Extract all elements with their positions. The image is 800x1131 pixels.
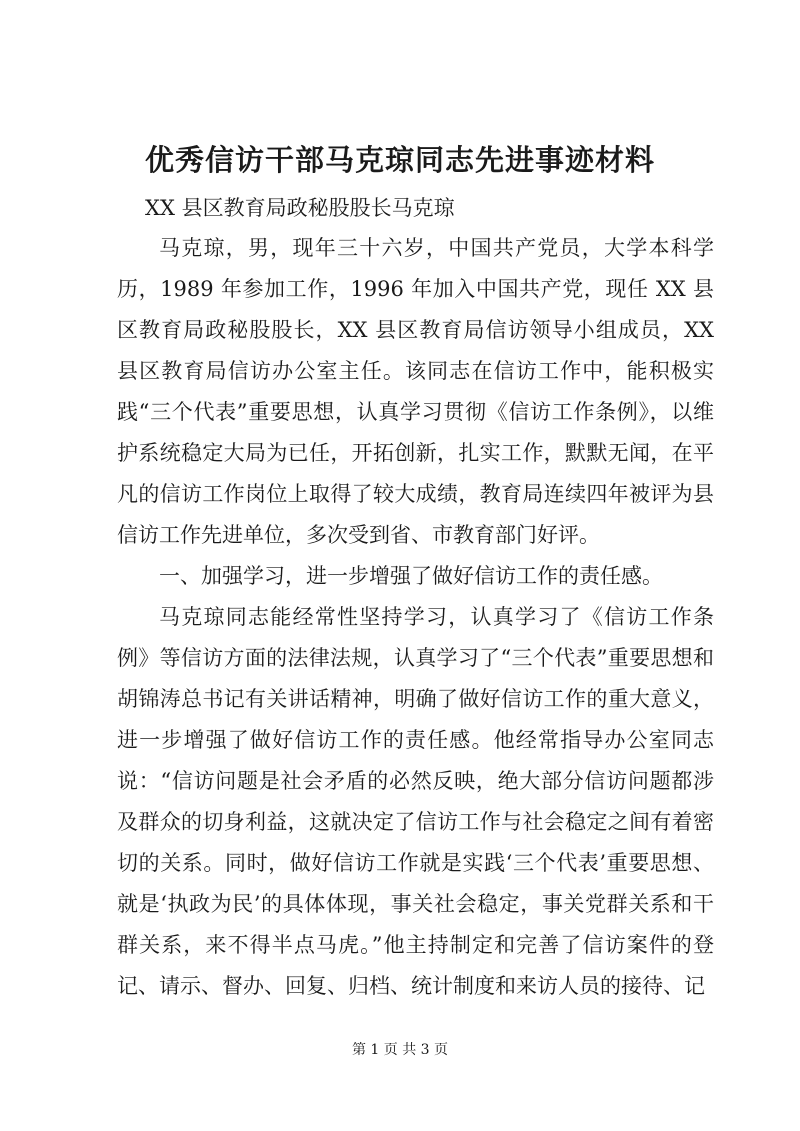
author-line: XX 县区教育局政秘股股长马克琼 bbox=[145, 196, 455, 220]
paragraph-intro: 马克琼，男，现年三十六岁，中国共产党员，大学本科学历，1989 年参加工作，1996 年加入中国共产党，现任 XX 县区教育局政秘股股长，XX 县区教育局信访领导小组成员，XX 县区教育局信访办公室主任。该同志在信访工作中，能积极实践“三个代表”重要思想，认真学习贯彻《信访工作条例》，以维护系统稳定大局为已任，开拓创新，扎实工作，默默无闻，在平凡的信访工作岗位上取得了较大成绩，教育局连续四年被评为县信访工作先进单位，多次受到省、市教育部门好评。 bbox=[117, 236, 714, 547]
section-heading-1: 一、加强学习，进一步增强了做好信访工作的责任感。 bbox=[159, 564, 663, 588]
document-title: 优秀信访干部马克琼同志先进事迹材料 bbox=[144, 143, 655, 177]
paragraph-study: 马克琼同志能经常性坚持学习，认真学习了《信访工作条例》等信访方面的法律法规，认真学习了“三个代表”重要思想和胡锦涛总书记有关讲话精神，明确了做好信访工作的重大意义，进一步增强了做好信访工作的责任感。他经常指导办公室同志说：“信访问题是社会矛盾的必然反映，绝大部分信访问题都涉及群众的切身利益，这就决定了信访工作与社会稳定之间有着密切的关系。同时，做好信访工作就是实践‘三个代表’重要思想、就是‘执政为民’的具体体现，事关社会稳定，事关党群关系和干群关系，来不得半点马虎。”他主持制定和完善了信访案件的登记、请示、督办、回复、归档、统计制度和来访人员的接待、记 bbox=[117, 605, 714, 998]
page-footer: 第 1 页 共 3 页 bbox=[351, 1042, 449, 1058]
document-body bbox=[117, 228, 714, 1007]
